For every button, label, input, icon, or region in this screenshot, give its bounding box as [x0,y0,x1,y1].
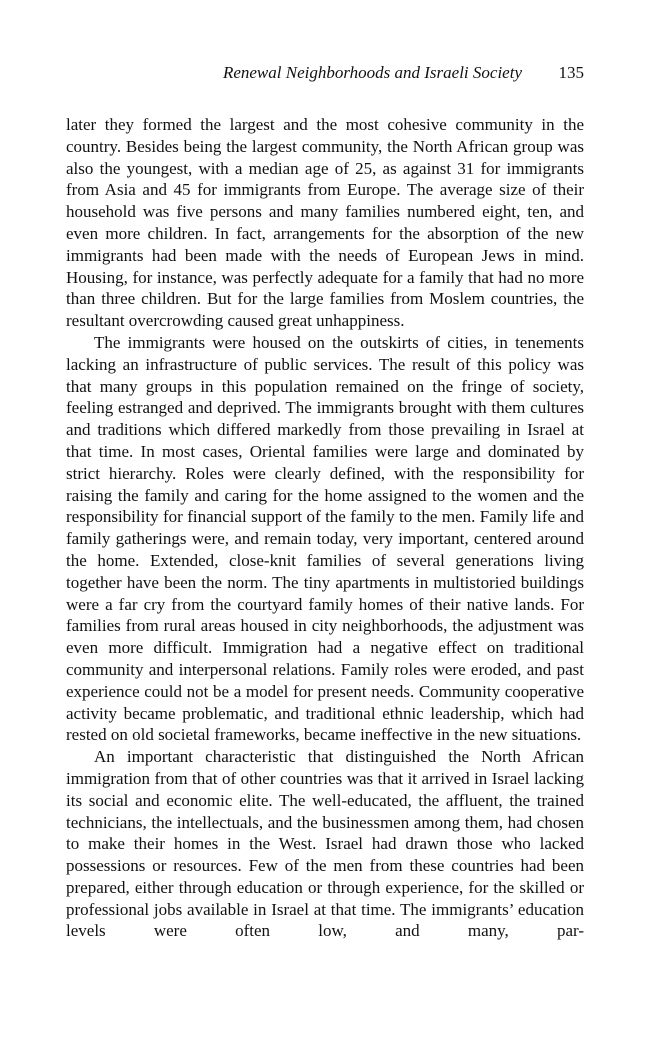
paragraph-north-african-immigration: An important characteristic that distinguished the North African immigration from that of other countries was that it arrived in Israel lacking its social and economic elite. The well-educated, the affluent, the trained technicians, the intellectuals, and the businessmen among them, had chosen to make their homes in the West. Israel had drawn those who lacked possessions or resources. Few of the men from these countries had been prepared, either through education or through experience, for the skilled or professional jobs available in Israel at that time. The immigrants’ education levels were often low, and many, par- [66,747,584,941]
body-text [66,114,584,942]
running-title: Renewal Neighborhoods and Israeli Society [222,63,522,82]
page-number: 135 [558,63,584,82]
running-head [66,62,584,84]
paragraph-continued: later they formed the largest and the most cohesive community in the country. Besides being the largest community, the North African group was also the youngest, with a median age of 25, as against 31 for immigrants from Asia and 45 for immigrants from Europe. The average size of their household was five persons and many families numbered eight, ten, and even more children. In fact, arrangements for the absorption of the new immigrants had been made with the needs of European Jews in mind. Housing, for instance, was perfectly adequate for a family that had no more than three children. But for the large families from Moslem countries, the resultant overcrowding caused great unhappiness. [66,115,584,331]
paragraph-housing: The immigrants were housed on the outskirts of cities, in tenements lacking an infrastructure of public services. The result of this policy was that many groups in this population remained on the fringe of society, feeling estranged and deprived. The immigrants brought with them cultures and traditions which differed markedly from those prevailing in Israel at that time. In most cases, Oriental families were large and dominated by strict hierarchy. Roles were clearly defined, with the responsibility for raising the family and caring for the home assigned to the women and the responsibility for financial support of the family to the men. Family life and family gatherings were, and remain today, very important, centered around the home. Extended, close-knit families of several generations living together have been the norm. The tiny apartments in multistoried buildings were a far cry from the courtyard family homes of their native lands. For families from rural areas housed in city neighborhoods, the adjustment was even more difficult. Immigration had a negative effect on traditional community and interpersonal relations. Family roles were eroded, and past experience could not be a model for present needs. Community cooperative activity became problematic, and traditional ethnic leadership, which had rested on old societal frameworks, became ineffective in the new situations. [66,332,584,745]
